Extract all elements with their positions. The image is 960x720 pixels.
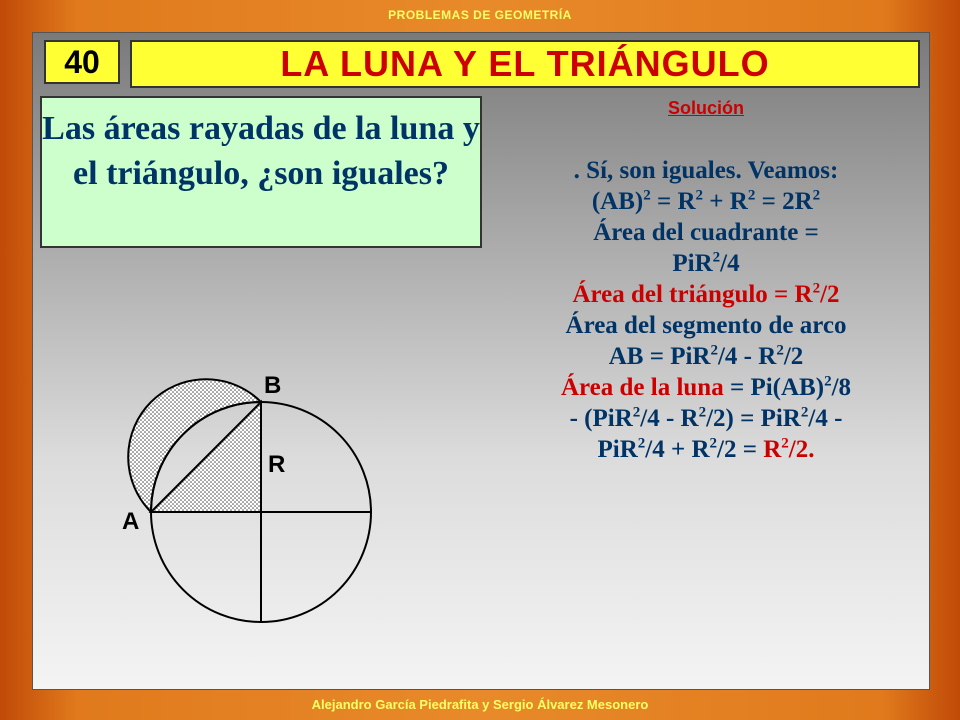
label-a: A bbox=[122, 508, 140, 535]
solution-line-4: PiR$^2$/4 bbox=[672, 249, 740, 277]
problem-number: 40 bbox=[44, 40, 120, 84]
question-text: Las áreas rayadas de la luna y el triángulo, ¿son iguales? bbox=[42, 110, 480, 192]
solution-line-6: Área del segmento de arco bbox=[565, 312, 847, 339]
collection-title: PROBLEMAS DE GEOMETRÍA bbox=[388, 8, 572, 22]
solution-label: Solución bbox=[668, 98, 744, 118]
solution-text bbox=[498, 155, 914, 465]
solution-line-1: . Sí, son iguales. Veamos: bbox=[573, 157, 839, 184]
problem-title: LA LUNA Y EL TRIÁNGULO bbox=[130, 40, 920, 88]
solution-line-8: Área de la luna = Pi(AB)$^2$/8 bbox=[560, 373, 852, 401]
label-b: B bbox=[264, 372, 282, 399]
label-r: R bbox=[268, 451, 286, 478]
solution-line-10: $PiR^2/4 + R^2/2 = R^2/2$. bbox=[597, 435, 815, 463]
solution-line-3: Área del cuadrante = bbox=[593, 219, 819, 246]
solution-line-7: AB = $PiR^2/4 - R^2/2$ bbox=[608, 342, 804, 370]
solution-line-2: $(AB)^2 = R^2 + R^2 = 2R^2$ bbox=[591, 187, 821, 215]
authors-footer: Alejandro García Piedrafita y Sergio Álvarez Mesonero bbox=[311, 697, 649, 712]
question-box bbox=[40, 96, 482, 248]
geometry-diagram bbox=[110, 365, 440, 695]
solution-line-5: Área del triángulo = $R^2/2$ bbox=[572, 280, 840, 308]
solution-line-9: - $(PiR^2/4 - R^2/2) = PiR^2/4$ - bbox=[569, 404, 843, 432]
